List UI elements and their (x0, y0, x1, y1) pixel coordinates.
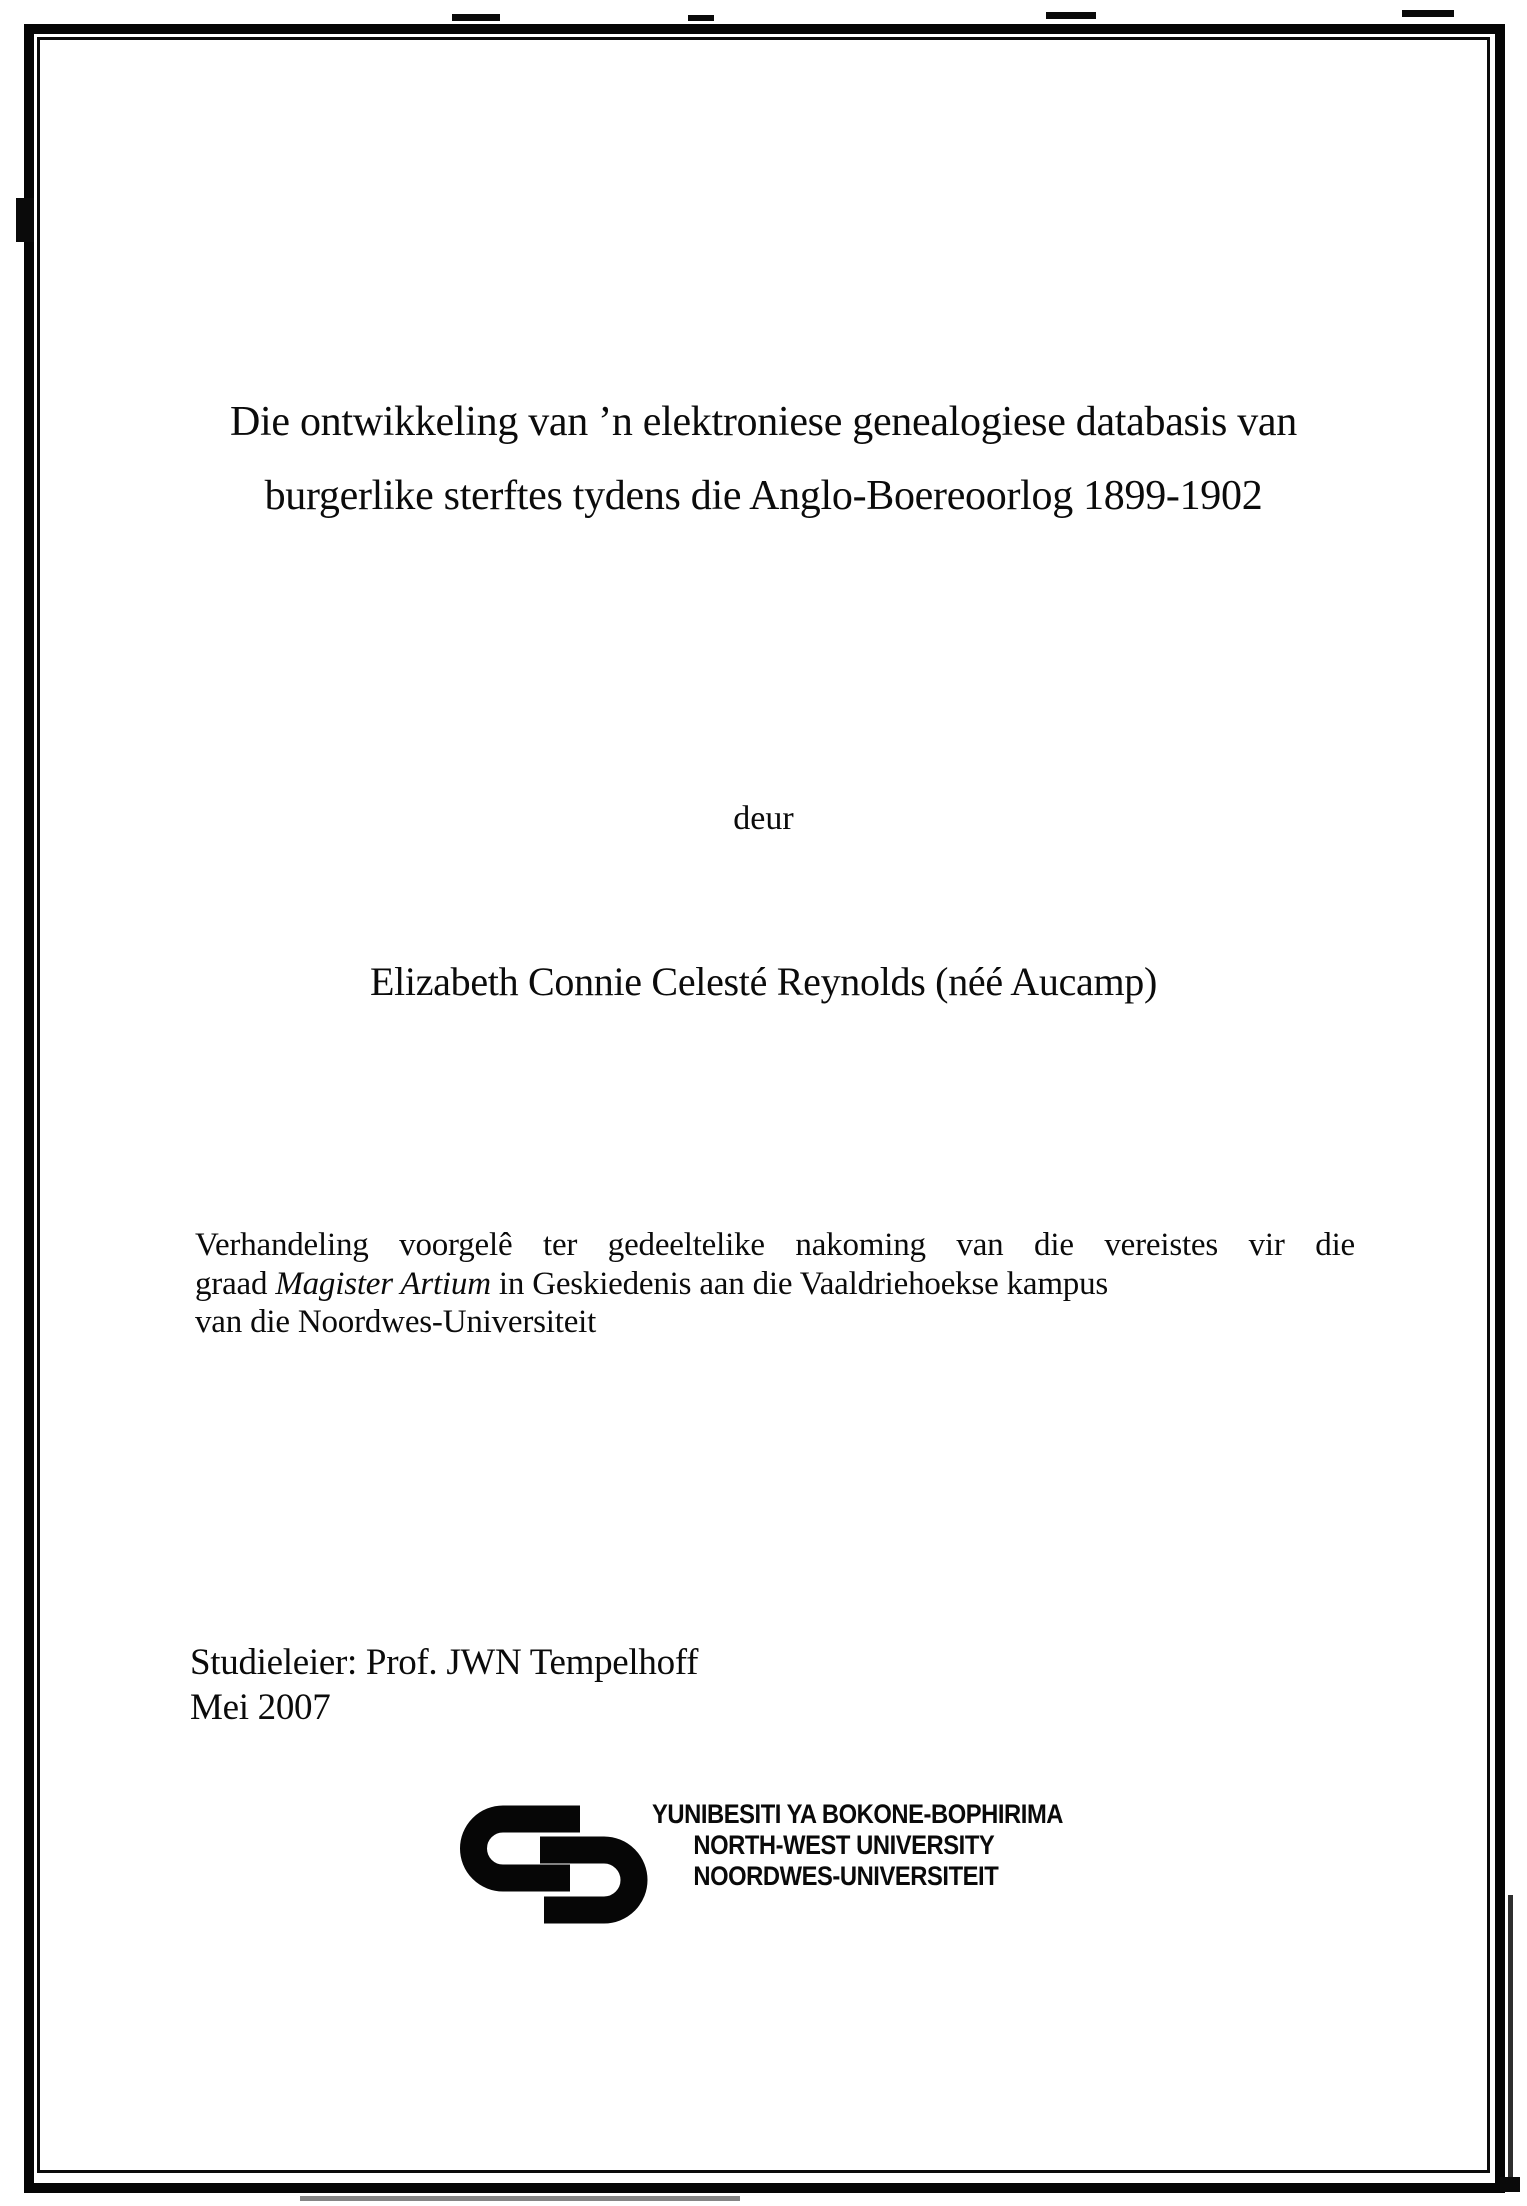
logo-text-afrikaans: NOORDWES-UNIVERSITEIT (693, 1861, 999, 1891)
nwu-logo-icon (458, 1800, 653, 1928)
scan-artifact (1508, 1895, 1513, 2187)
author-name: Elizabeth Connie Celesté Reynolds (néé Aucamp) (369, 959, 1158, 1004)
scan-artifact (300, 2196, 740, 2201)
scan-artifact (16, 198, 34, 242)
date-line: Mei 2007 (190, 1687, 331, 1728)
byline-deur: deur (733, 800, 794, 837)
logo-text-setswana: YUNIBESITI YA BOKONE-BOPHIRIMA (652, 1799, 1064, 1829)
degree-statement-line-1: Verhandeling voorgelê ter gedeeltelike nakoming van die vereistes vir die (195, 1227, 1355, 1263)
supervisor-line: Studieleier: Prof. JWN Tempelhoff (190, 1642, 699, 1683)
degree-statement-line-3: van die Noordwes-Universiteit (195, 1304, 597, 1340)
thesis-title-line-1: Die ontwikkeling van ’n elektroniese genealogiese databasis van (230, 399, 1297, 445)
scan-artifact (1500, 2177, 1520, 2192)
degree-statement-line-2 (195, 1265, 1355, 1304)
scan-artifact (1046, 12, 1096, 19)
scan-artifact (688, 15, 714, 21)
university-logo-text (652, 1799, 1063, 1892)
university-logo (458, 1796, 1098, 1956)
degree-name-italic: Magister Artium (275, 1265, 491, 1302)
degree-statement-line-2-suffix: in Geskiedenis aan die Vaaldriehoekse kampus (490, 1265, 1109, 1302)
logo-text-english: NORTH-WEST UNIVERSITY (693, 1830, 995, 1860)
scan-artifact (1402, 10, 1454, 17)
thesis-title-line-2: burgerlike sterftes tydens die Anglo-Boereoorlog 1899-1902 (264, 473, 1263, 519)
degree-statement-line-2-prefix: graad (195, 1265, 276, 1302)
scan-artifact (452, 14, 500, 21)
degree-statement (195, 1226, 1355, 1342)
